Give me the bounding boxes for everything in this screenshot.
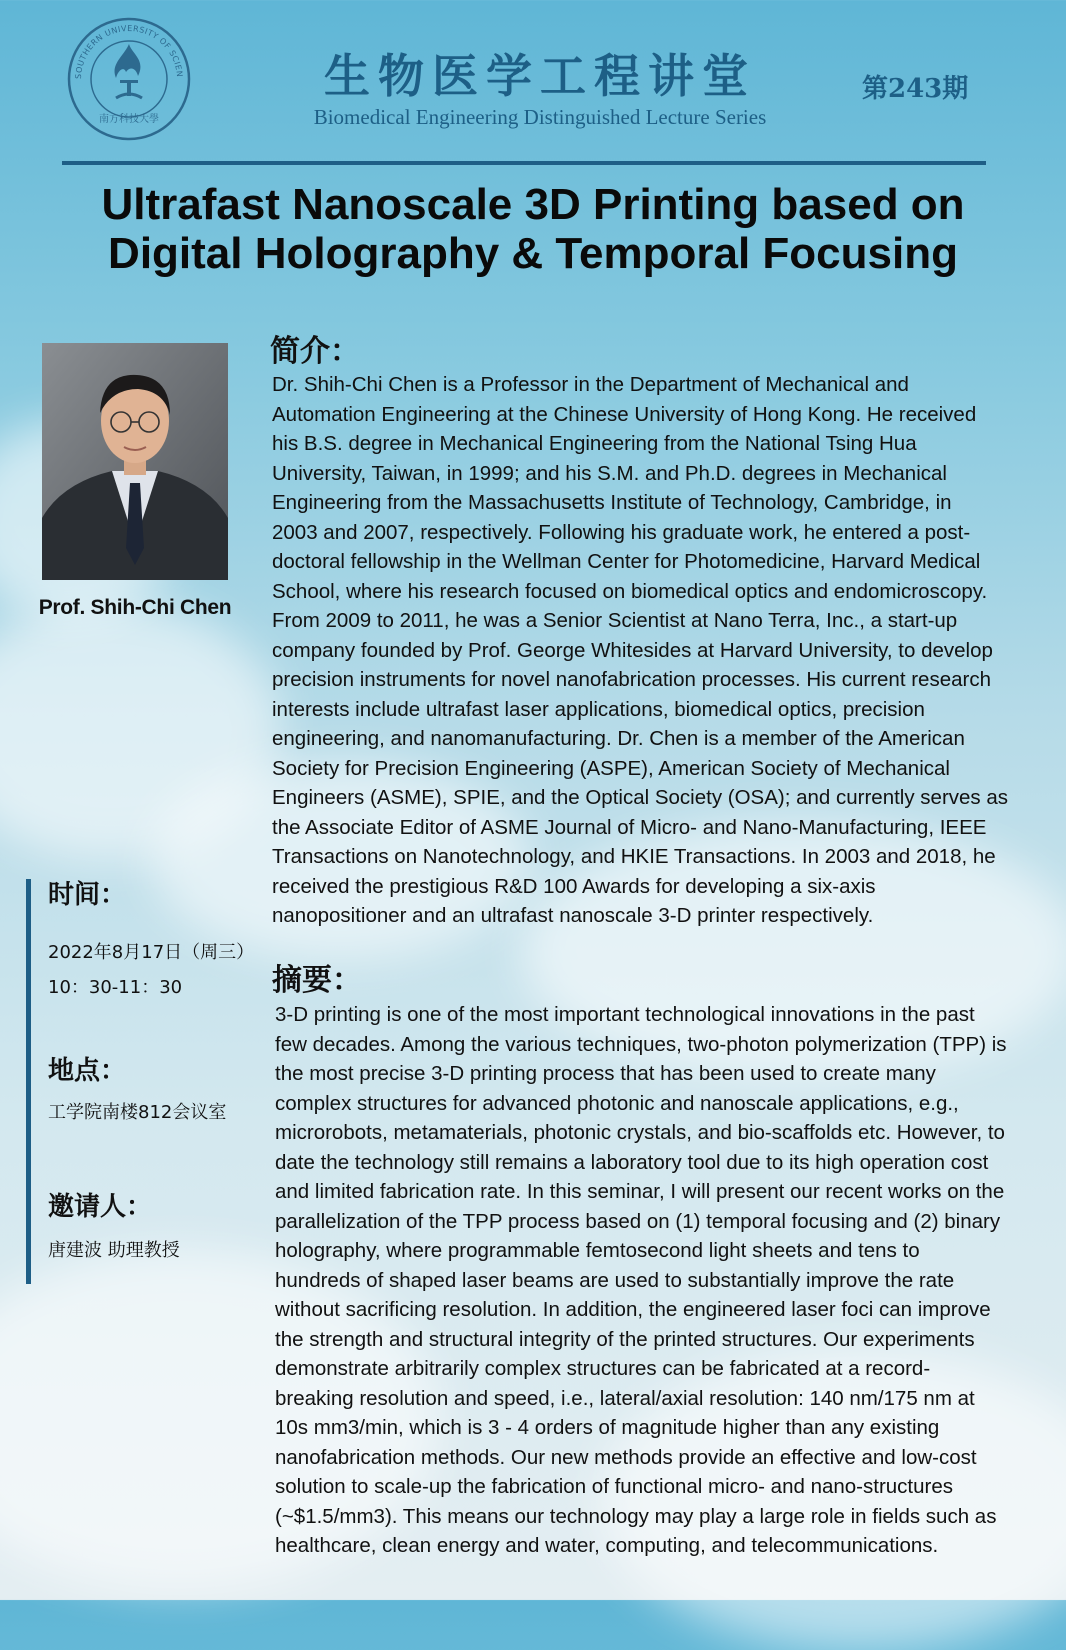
bio-line: received the prestigious R&D 100 Awards for developing a six-axis <box>272 874 876 898</box>
abstract-line: 10s mm3/min, which is 3 - 4 orders of magnitude higher than any existing <box>275 1416 940 1439</box>
event-place: 工学院南楼812会议室 <box>48 1102 227 1123</box>
svg-text:南方科技大學: 南方科技大學 <box>99 114 159 125</box>
abstract-line: holography, where programmable femtosecond light sheets and tens to <box>275 1239 920 1262</box>
bio-heading: 简介： <box>270 334 360 369</box>
abstract-line: 3-D printing is one of the most important technological innovations in the past <box>275 1003 975 1026</box>
bio-line: Transactions on Nanotechnology, and HKIE Transactions. In 2003 and 2018, he <box>272 845 996 868</box>
event-date: 2022年8月17日（周三） <box>48 942 255 963</box>
abstract-heading: 摘要： <box>272 963 362 998</box>
abstract-line: without sacrificing resolution. In addition, the engineered laser foci can improve <box>275 1298 991 1321</box>
bio-line: his B.S. degree in Mechanical Engineering from the National Tsing Hua <box>272 432 917 455</box>
abstract-text <box>275 1000 1007 1561</box>
host-label: 邀请人： <box>48 1192 153 1222</box>
event-time: 10：30-11：30 <box>48 977 183 998</box>
bio-line: 2003 and 2007, respectively. Following his graduate work, he entered a post- <box>272 520 971 544</box>
bio-line: nanopositioner and an ultrafast nanoscale 3-D printer respectively. <box>272 904 874 927</box>
university-logo <box>66 16 192 142</box>
bio-line: School, where his research focused on biomedical optics and endomicroscopy. <box>272 579 988 603</box>
header-divider <box>62 161 986 165</box>
abstract-line: the most precise 3-D printing process that has been used to create many <box>275 1062 936 1085</box>
abstract-line: parallelization of the TPP process based on (1) temporal focusing and (2) binary <box>275 1209 1001 1233</box>
series-title-cn: 生物医学工程讲堂 <box>324 49 756 103</box>
time-label: 时间： <box>48 880 127 910</box>
place-label: 地点： <box>48 1056 127 1086</box>
bio-line: Dr. Shih-Chi Chen is a Professor in the Department of Mechanical and <box>272 373 909 396</box>
bio-line: University, Taiwan, in 1999; and his S.M. and Ph.D. degrees in Mechanical <box>272 461 947 485</box>
abstract-line: hundreds of shaped laser beams are used to substantially improve the rate <box>275 1268 955 1292</box>
abstract-line: nanofabrication methods. Our new methods provide an effective and low-cost <box>275 1445 977 1469</box>
bio-line: interests include ultrafast laser applications, biomedical optics, precision <box>272 697 925 721</box>
info-sidebar-bar <box>26 879 31 1284</box>
bio-line: the Associate Editor of ASME Journal of Micro- and Nano-Manufacturing, IEEE <box>272 815 987 839</box>
svg-text:SOUTHERN UNIVERSITY OF SCIENCE: SOUTHERN UNIVERSITY OF SCIEN <box>73 23 185 80</box>
host-name: 唐建波 助理教授 <box>48 1240 180 1261</box>
bio-line: precision instruments for novel nanofabrication processes. His current research <box>272 668 991 691</box>
bio-line: Engineering from the Massachusetts Institute of Technology, Cambridge, in <box>272 491 952 514</box>
abstract-line: date the technology still remains a laboratory tool due to its high operation cost <box>275 1150 989 1174</box>
speaker-photo <box>42 343 228 580</box>
bio-text <box>272 370 1008 931</box>
bio-line: Society for Precision Engineering (ASPE), American Society of Mechanical <box>272 756 950 780</box>
bio-line: Automation Engineering at the Chinese University of Hong Kong. He received <box>272 402 977 426</box>
bio-line: From 2009 to 2011, he was a Senior Scientist at Nano Terra, Inc., a start-up <box>272 609 958 632</box>
abstract-line: healthcare, clean energy and water, computing, and telecommunications. <box>275 1534 939 1557</box>
speaker-name: Prof. Shih-Chi Chen <box>38 596 232 619</box>
abstract-line: breaking resolution and speed, i.e., lateral/axial resolution: 140 nm/175 nm at <box>275 1386 975 1410</box>
abstract-line: demonstrate arbitrarily complex structures can be fabricated at a record- <box>275 1357 931 1380</box>
abstract-line: (~$1.5/mm3). This means our technology may play a large role in fields such as <box>275 1504 997 1528</box>
abstract-line: the strength and structural integrity of the printed structures. Our experiments <box>275 1327 975 1351</box>
talk-title-line: Ultrafast Nanoscale 3D Printing based on <box>101 180 965 229</box>
abstract-line: few decades. Among the various techniques, two-photon polymerization (TPP) is <box>275 1032 1007 1056</box>
series-title-en: Biomedical Engineering Distinguished Lecture Series <box>313 105 767 129</box>
bio-line: doctoral fellowship in the Wellman Center for Photomedicine, Harvard Medical <box>272 550 981 573</box>
issue-number: 第243期 <box>862 74 969 104</box>
abstract-line: and limited fabrication rate. In this seminar, I will present our recent works on the <box>275 1180 1005 1203</box>
abstract-line: microrobots, metamaterials, photonic crystals, and bio-scaffolds etc. However, to <box>275 1121 1005 1144</box>
abstract-line: solution to scale-up the fabrication of functional micro- and nano-structures <box>275 1475 954 1498</box>
bio-line: Engineers (ASME), SPIE, and the Optical Society (OSA); and currently serves as <box>272 786 1009 809</box>
talk-title <box>40 180 1026 278</box>
bio-line: engineering, and nanomanufacturing. Dr. Chen is a member of the American <box>272 727 965 750</box>
bio-line: company founded by Prof. George Whitesides at Harvard University, to develop <box>272 638 993 662</box>
talk-title-line: Digital Holography & Temporal Focusing <box>108 229 958 278</box>
abstract-line: complex structures for advanced photonic and nanoscale applications, e.g., <box>275 1091 959 1115</box>
